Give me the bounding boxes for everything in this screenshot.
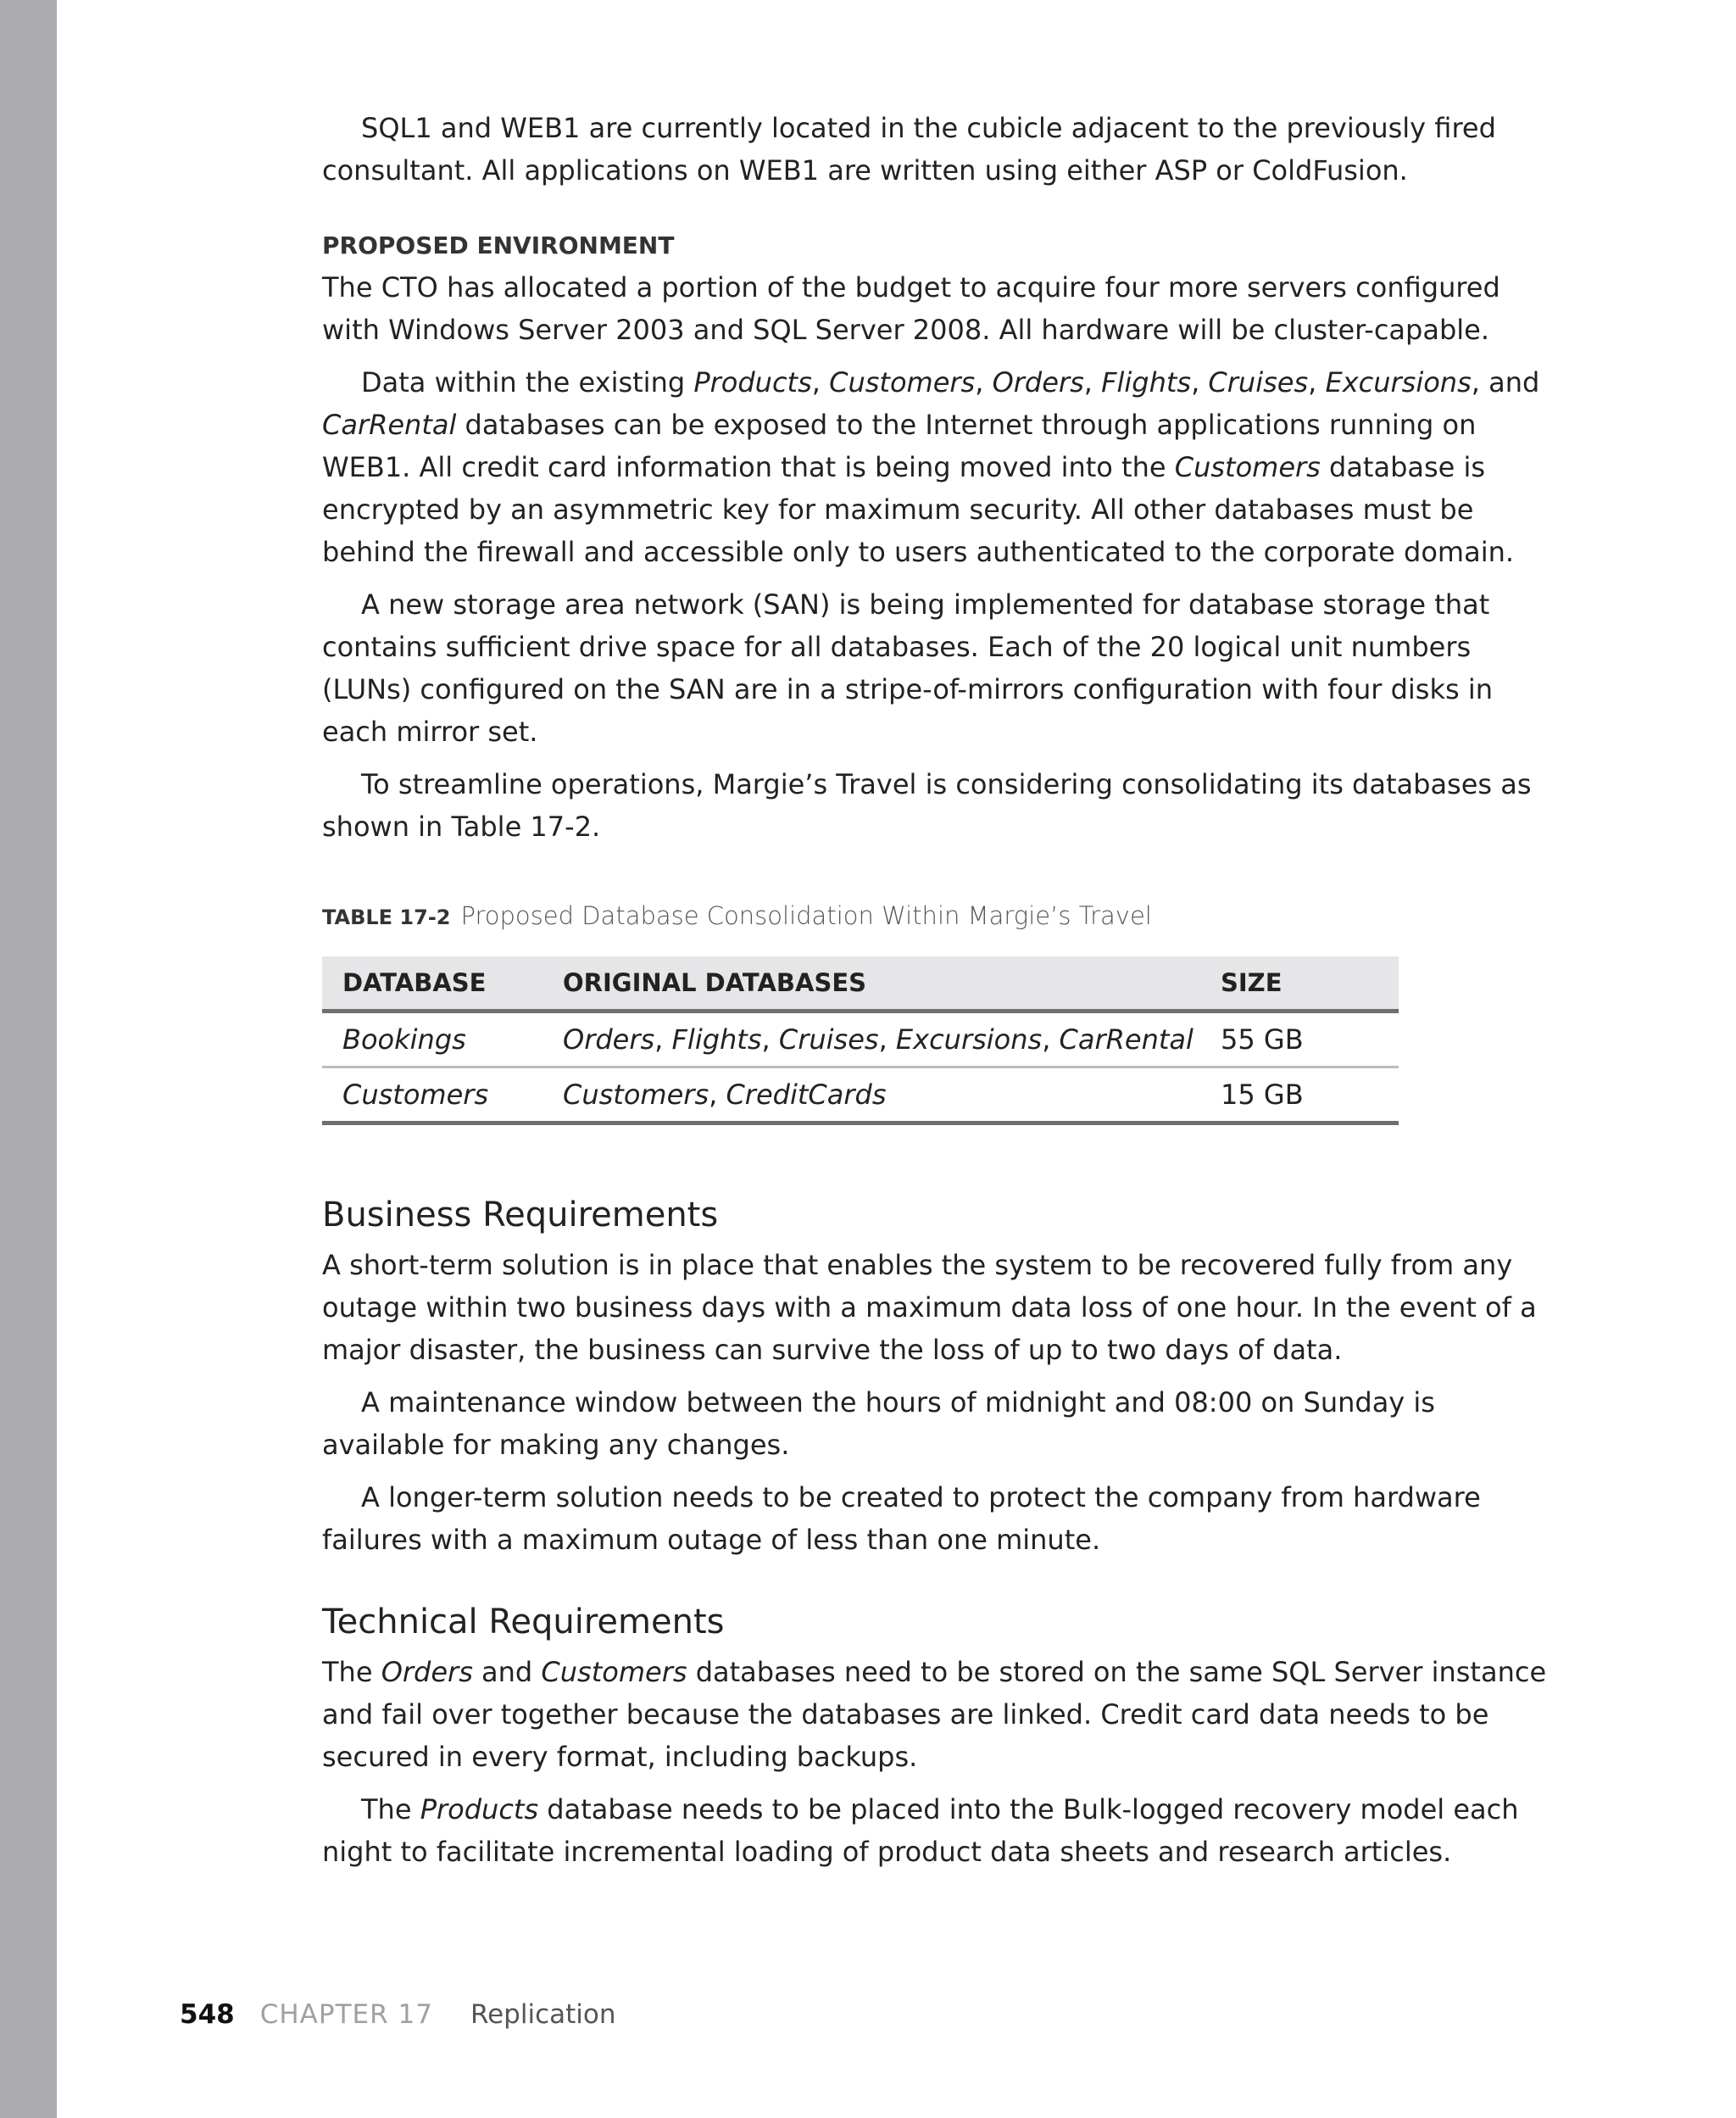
consolidation-table: [322, 956, 1399, 1125]
intro-paragraph: SQL1 and WEB1 are currently located in the cubicle adjacent to the previously fired consultant. All applications on WEB1 are written using either ASP or ColdFusion.: [322, 112, 1496, 187]
header-original-databases: ORIGINAL DATABASES: [542, 956, 1200, 1012]
cell-database: Customers: [322, 1067, 542, 1123]
header-database: DATABASE: [322, 956, 542, 1012]
table-header-row: [322, 956, 1399, 1012]
technical-paragraph-2: The Products database needs to be placed into the Bulk-logged recovery model each night to facilitate incremental loading of product data sheets and research articles.: [322, 1793, 1519, 1868]
page-content: [322, 107, 1551, 1873]
cell-size: 55 GB: [1200, 1012, 1399, 1067]
cell-size: 15 GB: [1200, 1067, 1399, 1123]
cell-original-databases: Customers, CreditCards: [542, 1067, 1200, 1123]
cell-original-databases: Orders, Flights, Cruises, Excursions, CarRental: [542, 1012, 1200, 1067]
table-label: TABLE 17-2: [322, 906, 451, 929]
table-row: [322, 1012, 1399, 1067]
chapter-label: CHAPTER 17: [259, 1999, 433, 2030]
proposed-environment-heading: PROPOSED ENVIRONMENT: [322, 231, 675, 259]
table-caption: [322, 899, 1551, 934]
business-requirements-heading: Business Requirements: [322, 1196, 719, 1235]
technical-requirements-heading: Technical Requirements: [322, 1602, 725, 1641]
proposed-paragraph-1: The CTO has allocated a portion of the budget to acquire four more servers configured with Windows Server 2003 and SQL Server 2008. All hardware will be cluster-capable.: [322, 271, 1500, 346]
proposed-paragraph-2: Data within the existing Products, Customers, Orders, Flights, Cruises, Excursions, and CarRental databases can be exposed to the Internet through applications running on WEB1. All credit card information that is being moved into the Customers database is encrypted by an asymmetric key for maximum security. All other databases must be behind the firewall and accessible only to users authenticated to the corporate domain.: [322, 366, 1540, 568]
page-footer: [180, 1998, 616, 2032]
technical-paragraph-1: The Orders and Customers databases need to be stored on the same SQL Server instance and fail over together because the databases are linked. Credit card data needs to be secured in every format, including backups.: [322, 1656, 1547, 1773]
page-number: 548: [180, 1999, 235, 2030]
business-paragraph-2: A maintenance window between the hours of midnight and 08:00 on Sunday is available for making any changes.: [322, 1386, 1435, 1461]
chapter-title: Replication: [470, 1999, 616, 2030]
page-edge-bar: [0, 0, 57, 2118]
header-size: SIZE: [1200, 956, 1399, 1012]
table-title: Proposed Database Consolidation Within Margie’s Travel: [460, 901, 1152, 930]
business-paragraph-1: A short-term solution is in place that enables the system to be recovered fully from any outage within two business days with a maximum data loss of one hour. In the event of a major disaster, the business can survive the loss of up to two days of data.: [322, 1249, 1537, 1366]
table-row: [322, 1067, 1399, 1123]
proposed-paragraph-3: A new storage area network (SAN) is being implemented for database storage that contains sufficient drive space for all databases. Each of the 20 logical unit numbers (LUNs) configured on the SAN are in a stripe-of-mirrors configuration with four disks in each mirror set.: [322, 588, 1494, 748]
proposed-paragraph-4: To streamline operations, Margie’s Travel is considering consolidating its databases as shown in Table 17-2.: [322, 768, 1532, 843]
cell-database: Bookings: [322, 1012, 542, 1067]
business-paragraph-3: A longer-term solution needs to be created to protect the company from hardware failures with a maximum outage of less than one minute.: [322, 1481, 1481, 1556]
